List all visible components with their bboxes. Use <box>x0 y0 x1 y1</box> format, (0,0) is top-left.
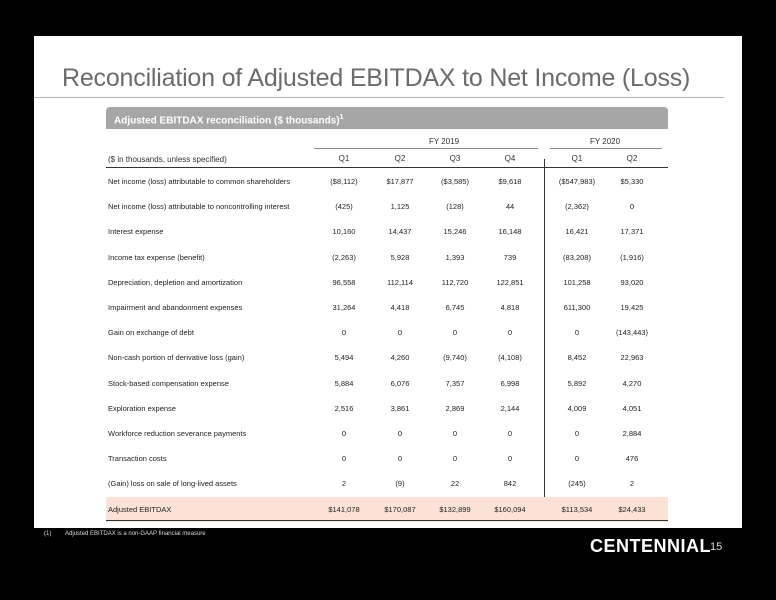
row-label: Exploration expense <box>108 403 176 413</box>
page-number: 15 <box>710 541 723 553</box>
fy2019-label: FY 2019 <box>428 137 460 146</box>
table-cell: $113,534 <box>561 504 593 514</box>
fy2020-underline <box>550 148 662 149</box>
table-cell: 842 <box>503 479 517 489</box>
table-row <box>106 295 668 320</box>
table-cell: $9,618 <box>498 177 522 186</box>
table-cell: 112,720 <box>441 277 469 287</box>
table-cell: 6,745 <box>445 303 465 312</box>
table-cell: 0 <box>507 328 513 338</box>
row-label: Income tax expense (benefit) <box>108 252 205 262</box>
table-bottom-rule <box>106 520 668 521</box>
table-cell: $24,433 <box>618 504 646 514</box>
row-label: Workforce reduction severance payments <box>108 429 247 438</box>
table-cell: 2,516 <box>334 403 354 413</box>
table-cell: 739 <box>503 252 517 262</box>
footnote-number: (1) <box>44 531 52 537</box>
table-cell: 22,963 <box>620 353 644 363</box>
table-cell: (83,208) <box>563 252 591 262</box>
table-cell: (245) <box>568 479 586 489</box>
table-cell: 4,270 <box>622 378 642 388</box>
table-row <box>106 245 668 270</box>
table-cell: $141,078 <box>328 504 360 514</box>
row-label: Stock-based compensation expense <box>108 378 229 388</box>
table-cell: 15,246 <box>443 227 467 237</box>
row-label: Transaction costs <box>108 454 167 464</box>
table-cell: 93,020 <box>620 277 644 287</box>
row-label: (Gain) loss on sale of long-lived assets <box>108 479 237 489</box>
table-cell: 10,160 <box>332 227 356 237</box>
table-row <box>106 169 668 194</box>
table-cell: 4,818 <box>500 303 520 312</box>
title-divider <box>34 97 724 98</box>
table-cell: 5,892 <box>567 378 587 388</box>
table-cell: 5,928 <box>390 252 410 262</box>
table-row <box>106 396 668 421</box>
table-row <box>106 320 668 345</box>
table-cell: 0 <box>397 328 403 338</box>
table-cell: 0 <box>507 429 513 438</box>
table-cell: 3,861 <box>390 403 410 413</box>
table-cell: ($8,112) <box>330 177 358 186</box>
table-header-footnote-ref: 1 <box>339 114 344 121</box>
table-cell: (2,362) <box>565 202 589 212</box>
footnote <box>44 531 206 537</box>
table-row <box>106 371 668 396</box>
table-cell: 22 <box>450 479 460 489</box>
page-title: Reconciliation of Adjusted EBITDAX to Net Income (Loss) <box>62 64 691 92</box>
row-label: Impairment and abandonment expenses <box>108 303 243 312</box>
table-cell: 0 <box>507 454 513 464</box>
table-cell: 6,076 <box>390 378 410 388</box>
table-cell: 112,114 <box>387 277 413 287</box>
table-cell: 6,998 <box>500 378 520 388</box>
table-cell: 14,437 <box>388 227 412 237</box>
table-cell: 2 <box>629 479 635 489</box>
table-cell: (128) <box>446 202 464 212</box>
row-label: Net income (loss) attributable to noncontrolling interest <box>108 202 290 212</box>
fy2020-label: FY 2020 <box>589 137 621 146</box>
table-cell: 0 <box>341 429 347 438</box>
table-row <box>106 471 668 496</box>
table-cell: 4,260 <box>390 353 410 363</box>
table-cell: $132,899 <box>439 504 471 514</box>
table-cell: 16,421 <box>565 227 589 237</box>
table-cell: 44 <box>505 202 515 212</box>
row-label: Non-cash portion of derivative loss (gain) <box>108 353 245 363</box>
fy2019-underline <box>314 148 538 149</box>
table-cell: 0 <box>452 429 458 438</box>
table-cell: (143,443) <box>615 328 649 338</box>
table-cell: 2 <box>341 479 347 489</box>
footnote-text: Adjusted EBITDAX is a non-GAAP financial measure <box>65 531 206 537</box>
table-cell: 611,300 <box>563 303 591 312</box>
table-row <box>106 219 668 244</box>
table-cell: $17,877 <box>386 177 414 186</box>
table-cell: 2,869 <box>445 403 465 413</box>
table-cell: (9,740) <box>443 353 467 363</box>
table-cell: 1,393 <box>445 252 465 262</box>
table-cell: 0 <box>341 454 347 464</box>
table-cell: 0 <box>341 328 347 338</box>
column-header: Q4 <box>504 154 516 163</box>
column-header: Q1 <box>571 154 583 163</box>
row-label: Interest expense <box>108 227 164 237</box>
table-cell: ($547,983) <box>558 177 596 186</box>
table-cell: 5,494 <box>334 353 354 363</box>
table-cell: 0 <box>452 454 458 464</box>
row-label: Adjusted EBITDAX <box>108 504 172 514</box>
table-cell: 0 <box>397 454 403 464</box>
table-cell: 4,418 <box>390 303 410 312</box>
table-cell: 0 <box>574 454 580 464</box>
table-cell: (2,263) <box>332 252 356 262</box>
table-cell: 2,144 <box>500 403 520 413</box>
table-cell: 1,125 <box>390 202 410 212</box>
table-cell: 5,884 <box>334 378 354 388</box>
table-cell: 0 <box>452 328 458 338</box>
table-cell: 17,371 <box>620 227 644 237</box>
table-cell: 96,558 <box>332 277 356 287</box>
table-cell: $5,330 <box>620 177 644 186</box>
table-cell: (9) <box>395 479 405 489</box>
table-cell: 0 <box>397 429 403 438</box>
table-cell: 16,148 <box>498 227 522 237</box>
table-header-bar <box>106 107 668 129</box>
row-label: Depreciation, depletion and amortization <box>108 277 243 287</box>
column-header: Q3 <box>449 154 461 163</box>
table-cell: (4,108) <box>498 353 522 363</box>
table-cell: $160,094 <box>494 504 526 514</box>
table-cell: 7,357 <box>445 378 465 388</box>
units-label: ($ in thousands, unless specified) <box>108 155 227 164</box>
slide <box>34 36 742 528</box>
table-cell: 31,264 <box>332 303 356 312</box>
table-row <box>106 345 668 370</box>
row-label: Net income (loss) attributable to common shareholders <box>108 177 291 186</box>
table-cell: 101,258 <box>563 277 591 287</box>
header-divider <box>106 167 668 168</box>
table-cell: 0 <box>629 202 635 212</box>
column-header: Q2 <box>394 154 406 163</box>
column-header: Q1 <box>338 154 350 163</box>
table-cell: 2,884 <box>622 429 642 438</box>
table-cell: 122,851 <box>496 277 524 287</box>
total-row <box>106 497 668 522</box>
table-cell: $170,087 <box>384 504 416 514</box>
table-cell: 0 <box>574 429 580 438</box>
table-header-text: Adjusted EBITDAX reconciliation ($ thousands) <box>114 115 340 127</box>
table-cell: 19,425 <box>620 303 644 312</box>
table-cell: (1,916) <box>620 252 644 262</box>
table-cell: 8,452 <box>567 353 587 363</box>
table-row <box>106 446 668 471</box>
table-cell: 4,051 <box>622 403 642 413</box>
table-cell: 476 <box>625 454 639 464</box>
table-cell: 4,009 <box>567 403 587 413</box>
table-row <box>106 421 668 446</box>
table-cell: 0 <box>574 328 580 338</box>
column-header: Q2 <box>626 154 638 163</box>
table-cell: ($3,585) <box>441 177 469 186</box>
row-label: Gain on exchange of debt <box>108 328 194 338</box>
table-row <box>106 194 668 219</box>
table-row <box>106 270 668 295</box>
centennial-logo: CENTENNIAL <box>590 536 711 556</box>
table-cell: (425) <box>335 202 353 212</box>
